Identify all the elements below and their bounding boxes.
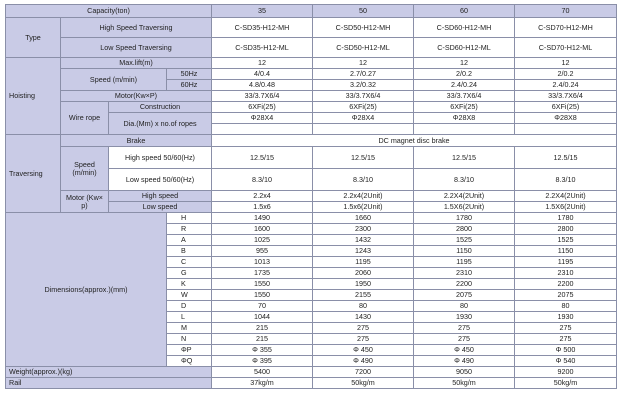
dimension-key: W xyxy=(167,290,212,301)
value-cell: 1600 xyxy=(212,224,313,235)
value-cell: C-SD60-H12-MH xyxy=(414,18,515,38)
value-cell: 2.2X4(2Unit) xyxy=(515,191,617,202)
empty-cell xyxy=(515,124,617,135)
value-cell: 275 xyxy=(313,323,414,334)
value-cell: 275 xyxy=(515,323,617,334)
value-cell: 8.3/10 xyxy=(212,169,313,191)
value-cell: Φ 395 xyxy=(212,356,313,367)
capacity-value: 35 xyxy=(212,5,313,18)
motor-low-speed-label: Low speed xyxy=(109,202,212,213)
table-row xyxy=(6,367,617,378)
value-cell: 1.5x6 xyxy=(212,202,313,213)
value-cell: Φ 450 xyxy=(313,345,414,356)
value-cell: 1780 xyxy=(515,213,617,224)
value-cell: Φ 540 xyxy=(515,356,617,367)
hoisting-speed-label: Speed (m/min) xyxy=(61,69,167,91)
dimension-key: B xyxy=(167,246,212,257)
max-lift-label: Max.lift(m) xyxy=(61,58,212,69)
dimension-key: L xyxy=(167,312,212,323)
value-cell: 275 xyxy=(313,334,414,345)
value-cell: 80 xyxy=(414,301,515,312)
value-cell: 12.5/15 xyxy=(313,147,414,169)
value-cell: 2800 xyxy=(515,224,617,235)
table-row xyxy=(6,18,617,38)
value-cell: 1525 xyxy=(414,235,515,246)
value-cell: 955 xyxy=(212,246,313,257)
table-row xyxy=(6,91,617,102)
capacity-value: 70 xyxy=(515,5,617,18)
wire-rope-label: Wire rope xyxy=(61,102,109,135)
value-cell: 2060 xyxy=(313,268,414,279)
value-cell: C-SD50-H12-ML xyxy=(313,38,414,58)
value-cell: Φ28X4 xyxy=(313,113,414,124)
value-cell: Φ 490 xyxy=(313,356,414,367)
table-row xyxy=(6,58,617,69)
value-cell: 1490 xyxy=(212,213,313,224)
table-row xyxy=(6,135,617,147)
value-cell: 2075 xyxy=(414,290,515,301)
value-cell: 2310 xyxy=(515,268,617,279)
value-cell: Φ 500 xyxy=(515,345,617,356)
value-cell: C-SD35-H12-ML xyxy=(212,38,313,58)
value-cell: 6XFi(25) xyxy=(212,102,313,113)
low-speed-traversing-label: Low Speed Traversing xyxy=(61,38,212,58)
dia-label: Dia.(Mm) x no.of ropes xyxy=(109,113,212,135)
value-cell: 6XFi(25) xyxy=(515,102,617,113)
dimensions-group-label: Dimensions(approx.)(mm) xyxy=(6,213,167,367)
value-cell: 1930 xyxy=(515,312,617,323)
value-cell: 2310 xyxy=(414,268,515,279)
dimension-key: G xyxy=(167,268,212,279)
value-cell: 70 xyxy=(212,301,313,312)
type-group-label: Type xyxy=(6,18,61,58)
value-cell: 8.3/10 xyxy=(515,169,617,191)
value-cell: C-SD70-H12-ML xyxy=(515,38,617,58)
value-cell: 2800 xyxy=(414,224,515,235)
value-cell: 33/3.7X6/4 xyxy=(212,91,313,102)
value-cell: 50kg/m xyxy=(313,378,414,389)
value-cell: 33/3.7X6/4 xyxy=(515,91,617,102)
motor-high-speed-label: High speed xyxy=(109,191,212,202)
value-cell: C-SD70-H12-MH xyxy=(515,18,617,38)
specification-table-container xyxy=(5,4,616,389)
value-cell: 50kg/m xyxy=(515,378,617,389)
brake-label: Brake xyxy=(61,135,212,147)
value-cell: 275 xyxy=(515,334,617,345)
value-cell: 275 xyxy=(414,334,515,345)
value-cell: 2.4/0.24 xyxy=(515,80,617,91)
value-cell: 2/0.2 xyxy=(515,69,617,80)
value-cell: 1430 xyxy=(313,312,414,323)
empty-cell xyxy=(212,124,313,135)
table-row xyxy=(6,5,617,18)
value-cell: Φ 450 xyxy=(414,345,515,356)
value-cell: 1780 xyxy=(414,213,515,224)
value-cell: 12 xyxy=(212,58,313,69)
dimension-key: ΦQ xyxy=(167,356,212,367)
table-row xyxy=(6,191,617,202)
hoisting-group-label: Hoisting xyxy=(6,58,61,135)
value-cell: 1950 xyxy=(313,279,414,290)
dimension-key: D xyxy=(167,301,212,312)
weight-label: Weight(approx.)(kg) xyxy=(6,367,212,378)
hz-50-label: 50Hz xyxy=(167,69,212,80)
value-cell: 80 xyxy=(313,301,414,312)
traversing-speed-label: Speed (m/min) xyxy=(61,147,109,191)
value-cell: 1735 xyxy=(212,268,313,279)
value-cell: 12 xyxy=(414,58,515,69)
value-cell: 33/3.7X6/4 xyxy=(414,91,515,102)
table-row xyxy=(6,378,617,389)
dimension-key: A xyxy=(167,235,212,246)
value-cell: 1195 xyxy=(313,257,414,268)
value-cell: 2/0.2 xyxy=(414,69,515,80)
value-cell: 3.2/0.32 xyxy=(313,80,414,91)
value-cell: 1550 xyxy=(212,290,313,301)
dimension-key: ΦP xyxy=(167,345,212,356)
value-cell: 1.5x6(2Unit) xyxy=(313,202,414,213)
traversing-motor-label: Motor (Kw× p) xyxy=(61,191,109,213)
value-cell: 8.3/10 xyxy=(414,169,515,191)
value-cell: 50kg/m xyxy=(414,378,515,389)
value-cell: 275 xyxy=(414,323,515,334)
table-row xyxy=(6,213,617,224)
value-cell: 2.2X4(2Unit) xyxy=(414,191,515,202)
specification-table xyxy=(5,4,617,389)
value-cell: 2155 xyxy=(313,290,414,301)
value-cell: 6XFi(25) xyxy=(414,102,515,113)
value-cell: 4.8/0.48 xyxy=(212,80,313,91)
value-cell: 9200 xyxy=(515,367,617,378)
value-cell: 1044 xyxy=(212,312,313,323)
dimension-key: R xyxy=(167,224,212,235)
value-cell: 1930 xyxy=(414,312,515,323)
capacity-value: 60 xyxy=(414,5,515,18)
value-cell: 1660 xyxy=(313,213,414,224)
value-cell: 12.5/15 xyxy=(515,147,617,169)
value-cell: 1.5X6(2Unit) xyxy=(515,202,617,213)
value-cell: Φ 490 xyxy=(414,356,515,367)
value-cell: 2300 xyxy=(313,224,414,235)
value-cell: 12 xyxy=(515,58,617,69)
value-cell: C-SD60-H12-ML xyxy=(414,38,515,58)
table-row xyxy=(6,147,617,169)
value-cell: 1.5X6(2Unit) xyxy=(414,202,515,213)
value-cell: 8.3/10 xyxy=(313,169,414,191)
value-cell: C-SD35-H12-MH xyxy=(212,18,313,38)
value-cell: 1525 xyxy=(515,235,617,246)
value-cell: 6XFi(25) xyxy=(313,102,414,113)
hz-60-label: 60Hz xyxy=(167,80,212,91)
value-cell: 1432 xyxy=(313,235,414,246)
table-row xyxy=(6,102,617,113)
value-cell: 2.7/0.27 xyxy=(313,69,414,80)
table-row xyxy=(6,38,617,58)
value-cell: 1013 xyxy=(212,257,313,268)
value-cell: Φ28X8 xyxy=(515,113,617,124)
value-cell: Φ 355 xyxy=(212,345,313,356)
value-cell: 2.2x4(2Unit) xyxy=(313,191,414,202)
value-cell: 80 xyxy=(515,301,617,312)
value-cell: 1550 xyxy=(212,279,313,290)
value-cell: 9050 xyxy=(414,367,515,378)
value-cell: 2.2x4 xyxy=(212,191,313,202)
high-speed-50-60-label: High speed 50/60(Hz) xyxy=(109,147,212,169)
value-cell: 4/0.4 xyxy=(212,69,313,80)
construction-label: Construction xyxy=(109,102,212,113)
value-cell: 1243 xyxy=(313,246,414,257)
value-cell: 37kg/m xyxy=(212,378,313,389)
capacity-header: Capacity(ton) xyxy=(6,5,212,18)
dimension-key: K xyxy=(167,279,212,290)
value-cell: 12 xyxy=(313,58,414,69)
value-cell: 1150 xyxy=(515,246,617,257)
value-cell: 1150 xyxy=(414,246,515,257)
table-row xyxy=(6,69,617,80)
hoisting-motor-label: Motor(Kw×P) xyxy=(61,91,212,102)
low-speed-50-60-label: Low speed 50/60(Hz) xyxy=(109,169,212,191)
value-cell: 2200 xyxy=(515,279,617,290)
traversing-group-label: Traversing xyxy=(6,135,61,213)
value-cell: 33/3.7X6/4 xyxy=(313,91,414,102)
dimension-key: M xyxy=(167,323,212,334)
empty-cell xyxy=(313,124,414,135)
value-cell: 215 xyxy=(212,323,313,334)
dimension-key: N xyxy=(167,334,212,345)
value-cell: 1195 xyxy=(414,257,515,268)
value-cell: 215 xyxy=(212,334,313,345)
value-cell: 5400 xyxy=(212,367,313,378)
value-cell: C-SD50-H12-MH xyxy=(313,18,414,38)
value-cell: 2200 xyxy=(414,279,515,290)
value-cell: Φ28X4 xyxy=(212,113,313,124)
value-cell: 1195 xyxy=(515,257,617,268)
value-cell: 12.5/15 xyxy=(212,147,313,169)
value-cell: 2075 xyxy=(515,290,617,301)
brake-value: DC magnet disc brake xyxy=(212,135,617,147)
dimension-key: C xyxy=(167,257,212,268)
value-cell: 1025 xyxy=(212,235,313,246)
value-cell: Φ28X8 xyxy=(414,113,515,124)
value-cell: 12.5/15 xyxy=(414,147,515,169)
empty-cell xyxy=(414,124,515,135)
value-cell: 7200 xyxy=(313,367,414,378)
high-speed-traversing-label: High Speed Traversing xyxy=(61,18,212,38)
value-cell: 2.4/0.24 xyxy=(414,80,515,91)
rail-label: Rail xyxy=(6,378,212,389)
dimension-key: H xyxy=(167,213,212,224)
capacity-value: 50 xyxy=(313,5,414,18)
